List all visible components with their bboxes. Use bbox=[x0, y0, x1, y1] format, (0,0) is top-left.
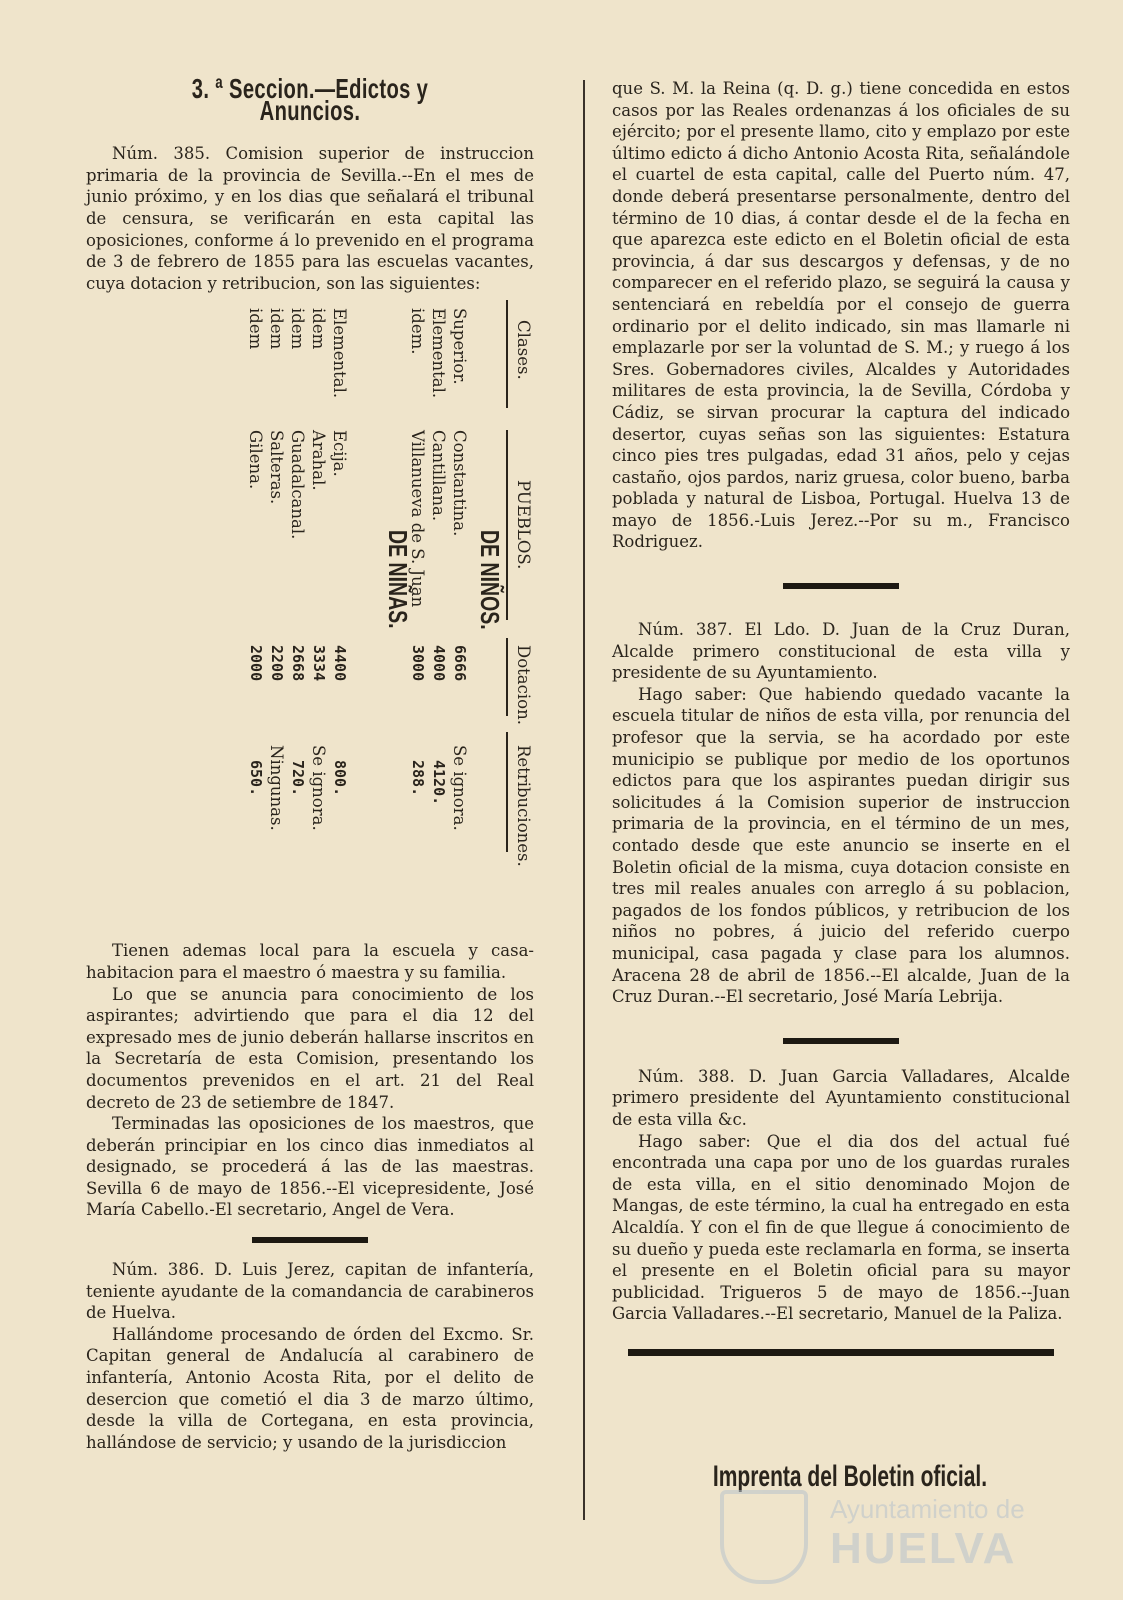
footer-rule bbox=[628, 1349, 1054, 1356]
separator-rule bbox=[783, 583, 899, 589]
notice-386-intro: Núm. 386. D. Luis Jerez, capitan de infantería, teniente ayudante de la comandancia de carabineros de Huelva. bbox=[86, 1260, 534, 1323]
ninos-1-clase: Superior. bbox=[450, 308, 469, 386]
ninos-3-dotacion: 3000 bbox=[409, 645, 427, 682]
group-ninas: DE NIÑAS. bbox=[383, 530, 413, 629]
column-divider bbox=[583, 80, 585, 1520]
rule bbox=[506, 300, 508, 408]
ninas-3-pueblo: Guadalcanal. bbox=[288, 430, 307, 540]
watermark-line2: HUELVA bbox=[830, 1524, 1017, 1573]
ninos-3-clase: idem. bbox=[408, 308, 427, 355]
ninas-4-clase: idem bbox=[267, 308, 286, 350]
ninas-2-dotacion: 3334 bbox=[310, 645, 328, 682]
ninos-2-pueblo: Cantillana. bbox=[429, 430, 448, 522]
notice-386-body: Hallándome procesando de órden del Excmo. Sr. Capitan general de Andalucía al carabinero de infantería, Antonio Acosta Rita, por el delito de desercion que cometió el dia 3 de marzo último, desde la villa de Cortegana, en esta provincia, hallándose de servicio; y usando de la jurisdiccion bbox=[86, 1324, 534, 1452]
ninos-2-dotacion: 4000 bbox=[430, 645, 448, 682]
ninas-4-retribucion: Ningunas. bbox=[267, 745, 286, 832]
ninas-1-retribucion: 800. bbox=[331, 760, 349, 797]
header-clases: Clases. bbox=[514, 320, 533, 381]
rule bbox=[506, 638, 508, 716]
ninas-4-pueblo: Salteras. bbox=[267, 430, 286, 505]
schools-table bbox=[86, 300, 534, 930]
group-ninos: DE NIÑOS. bbox=[475, 530, 505, 631]
notice-385-para3: Lo que se anuncia para conocimiento de los aspirantes; advirtiendo que para el dia 12 del expresado mes de junio deberán hallarse inscritos en la Secretaría de esta Comision, presentando los documentos prevenidos en el art. 21 del Real decreto de 23 de setiembre de 1847. bbox=[86, 984, 534, 1112]
rule bbox=[506, 430, 508, 620]
rule bbox=[506, 732, 508, 852]
ninas-2-pueblo: Arahal. bbox=[309, 430, 328, 491]
ninas-1-pueblo: Ecija. bbox=[330, 430, 349, 478]
header-retribuciones: Retribuciones. bbox=[514, 745, 533, 868]
shield-icon bbox=[720, 1490, 808, 1584]
ninos-3-retribucion: 288. bbox=[409, 760, 427, 797]
ninos-1-pueblo: Constantina. bbox=[450, 430, 469, 537]
notice-387-intro: Núm. 387. El Ldo. D. Juan de la Cruz Duran, Alcalde primero constitucional de esta villa y presidente de su Ayuntamiento. bbox=[612, 620, 1070, 683]
archive-watermark bbox=[720, 1490, 1040, 1580]
ninas-3-dotacion: 2668 bbox=[289, 645, 307, 682]
ninas-3-retribucion: 720. bbox=[289, 760, 307, 797]
ninas-4-dotacion: 2200 bbox=[268, 645, 286, 682]
ninos-2-clase: Elemental. bbox=[429, 308, 448, 399]
ninos-1-retribucion: Se ignora. bbox=[450, 745, 469, 832]
ninas-5-retribucion: 650. bbox=[247, 760, 265, 797]
ninas-2-clase: idem bbox=[309, 308, 328, 350]
ninas-5-clase: idem bbox=[246, 308, 265, 350]
notice-385-para4: Terminadas las oposiciones de los maestros, que deberán principiar en los cinco dias inmediatos al designado, se procederá á las de las maestras. Sevilla 6 de mayo de 1856.--El vicepresidente, José María Cabello.-El secretario, Angel de Vera. bbox=[86, 1114, 534, 1220]
notice-385-intro: Núm. 385. Comision superior de instruccion primaria de la provincia de Sevilla.--En el mes de junio próximo, y en los dias que señalará el tribunal de censura, se verificarán en esta capital las oposiciones, conforme á lo prevenido en el programa de 3 de febrero de 1855 para las escuelas vacantes, cuya dotacion y retribucion, son las siguientes: bbox=[86, 144, 534, 293]
notice-388-body: Hago saber: Que el dia dos del actual fué encontrada una capa por uno de los guardas rurales de esta villa, en el sitio denominado Mojon de Mangas, de este término, la cual ha entregado en esta Alcaldía. Y con el fin de que llegue á conocimiento de su dueño y pueda este reclamarla en forma, se inserta el presente en el Boletin oficial para su mayor publicidad. Trigueros 5 de mayo de 1856.--Juan Garcia Valladares.--El secretario, Manuel de la Paliza. bbox=[612, 1131, 1070, 1324]
section-title: 3. ª Seccion.—Edictos y Anuncios. bbox=[191, 73, 429, 126]
left-column bbox=[86, 73, 534, 1453]
separator-rule bbox=[252, 1237, 368, 1243]
ninas-5-dotacion: 2000 bbox=[247, 645, 265, 682]
watermark-line1: Ayuntamiento de bbox=[830, 1494, 1025, 1524]
notice-385-para2: Tienen ademas local para la escuela y casa-habitacion para el maestro ó maestra y su familia. bbox=[86, 941, 534, 982]
ninos-1-dotacion: 6666 bbox=[451, 645, 469, 682]
notice-386-continued: que S. M. la Reina (q. D. g.) tiene concedida en estos casos por las Reales ordenanzas á los oficiales de su ejército; por el presente llamo, cito y emplazo por este último edicto á dicho Antonio Acosta Rita, señalándole el cuartel de esta capital, calle del Puerto núm. 47, donde deberá presentarse personalmente, dentro del término de 10 dias, á contar desde el de la fecha en que aparezca este edicto en el Boletin oficial de esta provincia, á dar sus descargos y defensas, y de no comparecer en el referido plazo, se seguirá la causa y sentenciará en rebeldía por el consejo de guerra ordinario por el delito indicado, sin mas llamarle ni emplazarle por ser la voluntad de S. M.; y ruego á los Sres. Gobernadores civiles, Alcaldes y Autoridades militares de esta provincia, la de Sevilla, Córdoba y Cádiz, se sirvan procurar la captura del indicado desertor, cuyas señas son las siguientes: Estatura cinco pies tres pulgadas, edad 31 años, pelo y cejas castaño, ojos pardos, nariz gruesa, color bueno, barba poblada y natural de Lisboa, Portugal. Huelva 13 de mayo de 1856.-Luis Jerez.--Por su m., Francisco Rodriguez. bbox=[612, 79, 1070, 552]
printer-imprint: Imprenta del Boletin oficial. bbox=[712, 1460, 988, 1493]
notice-387-body: Hago saber: Que habiendo quedado vacante la escuela titular de niños de esta villa, por renuncia del profesor que la servia, se ha acordado por este municipio se publique por medio de los oportunos edictos para que los aspirantes puedan dirigir sus solicitudes á la Comision superior de instruccion primaria de la provincia, en el término de un mes, contado desde que este anuncio se inserte en el Boletin oficial de la misma, cuya dotacion consiste en tres mil reales anuales con arreglo á su poblacion, pagados de los fondos públicos, y retribucion de los niños no pobres, á juicio del referido cuerpo municipal, casa pagada y clase para los alumnos. Aracena 28 de abril de 1856.--El alcalde, Juan de la Cruz Duran.--El secretario, José María Lebrija. bbox=[612, 684, 1070, 1007]
header-pueblos: PUEBLOS. bbox=[514, 480, 533, 570]
separator-rule bbox=[783, 1038, 899, 1044]
ninos-3-pueblo: Villanueva de S. Juan bbox=[408, 430, 427, 608]
ninas-3-clase: idem bbox=[288, 308, 307, 350]
right-column bbox=[612, 78, 1070, 1372]
ninos-2-retribucion: 4120. bbox=[430, 760, 448, 806]
ninas-1-clase: Elemental. bbox=[330, 308, 349, 399]
header-dotacion: Dotacion. bbox=[514, 645, 533, 726]
ninas-2-retribucion: Se ignora. bbox=[309, 745, 328, 832]
schools-table-rotated bbox=[134, 300, 534, 890]
notice-388-intro: Núm. 388. D. Juan Garcia Valladares, Alcalde primero presidente del Ayuntamiento constitucional de esta villa &c. bbox=[612, 1066, 1070, 1129]
ninas-1-dotacion: 4400 bbox=[331, 645, 349, 682]
ninas-5-pueblo: Gilena. bbox=[246, 430, 265, 490]
